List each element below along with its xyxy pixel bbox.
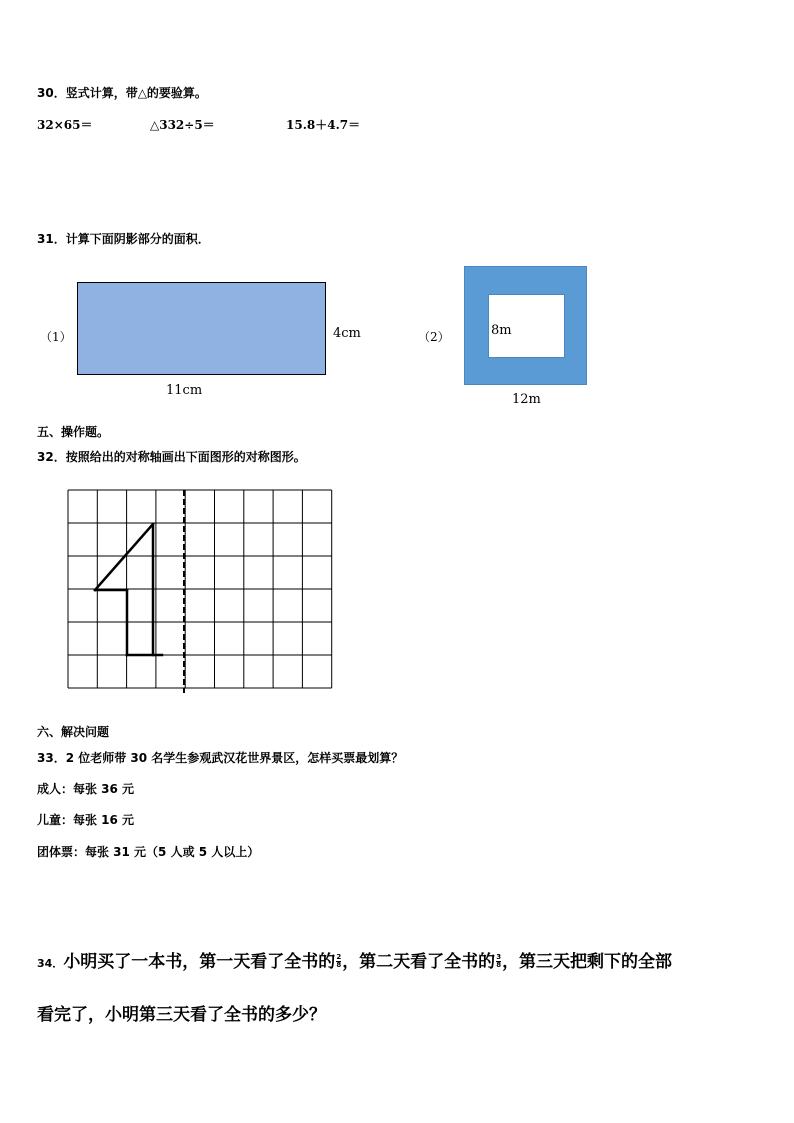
- fig1-width-label: 11cm: [166, 383, 203, 398]
- fig2-outer-label: 12m: [512, 392, 541, 407]
- symmetry-grid: [66, 488, 334, 696]
- q30-item-2: △332÷5＝: [150, 118, 215, 132]
- q30-item-1: 32×65＝: [37, 118, 93, 132]
- q34-number: 34．: [37, 957, 64, 970]
- q34-text-part1: 小明买了一本书，第一天看了全书的: [63, 952, 336, 972]
- q31-title: 31．计算下面阴影部分的面积．: [37, 232, 210, 246]
- fraction-3-8: $\frac{3}{8}$: [496, 952, 502, 969]
- q34-text-part3: ，第三天把剩下的全部: [502, 952, 673, 972]
- q33-title: 33．2 位老师带 30 名学生参观武汉花世界景区，怎样买票最划算？: [37, 751, 404, 765]
- fig1-height-label: 4cm: [333, 326, 361, 341]
- q34-line2: 看完了，小明第三天看了全书的多少？: [37, 1005, 326, 1025]
- fig2-label: （2）: [418, 330, 450, 344]
- section5-title: 五、操作题。: [37, 425, 110, 439]
- fig2-inner-label: 8m: [491, 323, 512, 338]
- q33-child-price: 儿童：每张 16 元: [37, 813, 135, 827]
- q34-text-part2: ，第二天看了全书的: [342, 952, 496, 972]
- shaded-rectangle: [77, 282, 326, 375]
- q30-title: 30．竖式计算，带△的要验算。: [37, 86, 207, 100]
- q33-adult-price: 成人：每张 36 元: [37, 782, 135, 796]
- q32-title: 32．按照给出的对称轴画出下面图形的对称图形。: [37, 450, 306, 464]
- fraction-2-8: $\frac{2}{8}$: [336, 952, 342, 969]
- section6-title: 六、解决问题: [37, 725, 110, 739]
- q34-line1: [37, 947, 672, 972]
- q33-group-price: 团体票：每张 31 元（5 人或 5 人以上）: [37, 845, 260, 859]
- q30-item-3: 15.8＋4.7＝: [286, 118, 361, 132]
- fig1-label: （1）: [40, 330, 72, 344]
